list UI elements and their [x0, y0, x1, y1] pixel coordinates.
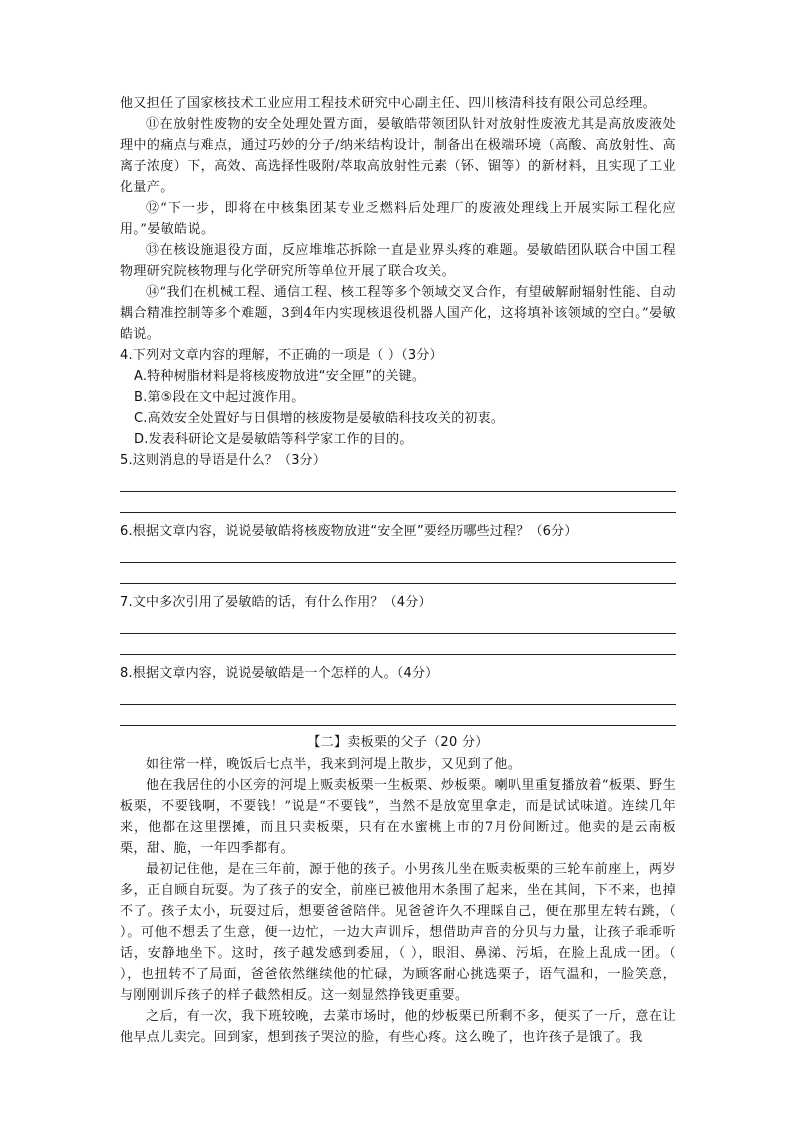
- question-4: [120, 345, 676, 450]
- section-2-title: 【二】卖板栗的父子（20 分）: [307, 735, 489, 750]
- answer-line[interactable]: [120, 471, 676, 492]
- question-7-text: 7.文中多次引用了晏敏皓的话，有什么作用？（4分）: [120, 595, 432, 610]
- passage-paragraph-13: ⑬在核设施退役方面，反应堆堆芯拆除一直是业界头疼的难题。晏敏皓团队联合中国工程物理研究院核物理与化学研究所等单位开展了联合攻关。: [120, 243, 676, 279]
- answer-line[interactable]: [120, 634, 676, 655]
- question-4-option-b[interactable]: B.第⑤段在文中起过渡作用。: [134, 390, 305, 405]
- passage-paragraph-12: ⑫“下一步，即将在中核集团某专业乏燃料后处理厂的废液处理线上开展实际工程化应用。”晏敏皓说。: [120, 201, 676, 237]
- question-4-option-d[interactable]: D.发表科研论文是晏敏皓等科学家工作的目的。: [134, 432, 413, 447]
- answer-line[interactable]: [120, 613, 676, 634]
- question-8-text: 8.根据文章内容，说说晏敏皓是一个怎样的人。（4分）: [120, 666, 439, 681]
- passage-paragraph-11: ⑪在放射性废物的安全处理处置方面，晏敏皓带领团队针对放射性废液尤其是高放废液处理中的痛点与难点，通过巧妙的分子/纳米结构设计，制备出在极端环境（高酸、高放射性、高离子浓度）下，高效、高选择性吸附/萃取高放射性元素（钚、镅等）的新材料，且实现了工业化量产。: [120, 117, 676, 195]
- passage-paragraph-14: ⑭“我们在机械工程、通信工程、核工程等多个领域交叉合作，有望破解耐辐射性能、自动耦合精准控制等多个难题，3到4年内实现核退役机器人国产化，这将填补该领域的空白。”晏敏皓说。: [120, 285, 676, 342]
- answer-line[interactable]: [120, 684, 676, 705]
- section-2: [120, 732, 676, 1048]
- question-5-text: 5.这则消息的导语是什么？（3分）: [120, 453, 327, 468]
- answer-line[interactable]: [120, 542, 676, 563]
- answer-line[interactable]: [120, 705, 676, 726]
- question-4-option-c[interactable]: C.高效安全处置好与日俱增的核废物是晏敏皓科技攻关的初衷。: [134, 411, 505, 426]
- section-2-paragraph-1: 如往常一样，晚饭后七点半，我来到河堤上散步，又见到了他。: [146, 757, 522, 772]
- section-2-paragraph-3: 最初记住他，是在三年前，源于他的孩子。小男孩儿坐在贩卖板栗的三轮车前座上，两岁多，正自顾自玩耍。为了孩子的安全，前座已被他用木条围了起来，坐在其间，下不来，也掉不了。孩子太小，玩耍过后，想要爸爸陪伴。见爸爸许久不理睬自己，便在那里左转右跳，（ ）。可他不想丢了生意，便一边忙，一边大声训斥，想借助声音的分贝与力量，让孩子乖乖听话，安静地坐下。这时，孩子越发感到委屈，（ ），眼泪、鼻涕、污垢，在脸上乱成一团。（ ），也扭转不了局面，爸爸依然继续他的忙碌，为顾客耐心挑选栗子，语气温和，一脸笑意，与刚刚训斥孩子的样子截然相反。这一刻显然挣钱更重要。: [120, 862, 676, 1003]
- question-6-text: 6.根据文章内容，说说晏敏皓将核废物放进“安全匣”要经历哪些过程？（6分）: [120, 524, 578, 539]
- answer-line[interactable]: [120, 563, 676, 584]
- answer-line[interactable]: [120, 492, 676, 513]
- passage-paragraph-continued: 他又担任了国家核技术工业应用工程技术研究中心副主任、四川核清科技有限公司总经理。: [120, 96, 657, 111]
- question-4-text: 4.下列对文章内容的理解，不正确的一项是（ ）（3分）: [120, 348, 443, 363]
- section-2-paragraph-4: 之后，有一次，我下班较晚，去菜市场时，他的炒板栗已所剩不多，便买了一斤，意在让他早点儿卖完。回到家，想到孩子哭泣的脸，有些心疼。这么晚了，也许孩子是饿了。我: [120, 1009, 676, 1045]
- document-content: [120, 93, 676, 1048]
- question-6: [120, 521, 676, 584]
- section-2-paragraph-2: 他在我居住的小区旁的河堤上贩卖板栗一生板栗、炒板栗。喇叭里重复播放着“板栗、野生板栗，不要钱啊，不要钱！”说是“不要钱”，当然不是放宽里拿走，而是试试味道。连续几年来，他都在这里摆摊，而且只卖板栗，只有在水蜜桃上市的7月份间断过。他卖的是云南板栗，甜、脆，一年四季都有。: [120, 778, 676, 856]
- question-4-option-a[interactable]: A.特种树脂材料是将核废物放进“安全匣”的关键。: [134, 369, 426, 384]
- question-7: [120, 592, 676, 655]
- question-5: [120, 450, 676, 513]
- question-8: [120, 663, 676, 726]
